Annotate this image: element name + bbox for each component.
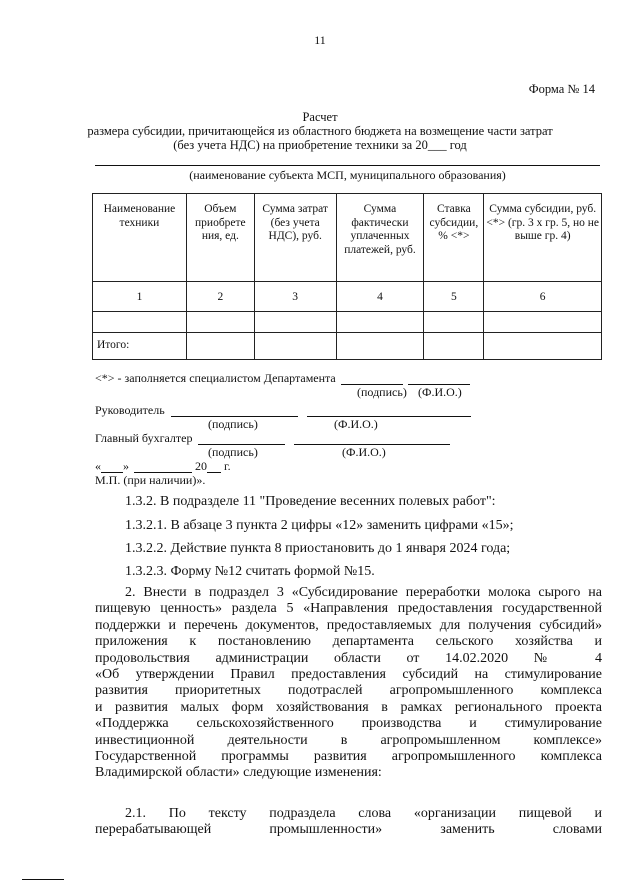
head-label: Руководитель [95, 403, 165, 417]
year-blank [207, 472, 221, 473]
footnote-line [95, 372, 470, 385]
table-cell [93, 312, 187, 333]
table-number-row [93, 282, 602, 312]
paragraph-1-3-2: 1.3.2. В подразделе 11 "Проведение весенних полевых работ": [125, 494, 496, 509]
accountant-signature-line [95, 432, 450, 445]
paragraph-1-3-2-3: 1.3.2.3. Форму №12 считать формой №15. [125, 564, 375, 579]
paragraph-2 [95, 585, 602, 782]
page-number: 11 [314, 33, 326, 47]
text-line: «Об утверждении Правил предоставления субсидий на стимулирование [95, 667, 602, 683]
text-line: и развития малых форм хозяйствования в рамках регионального проекта [95, 699, 602, 715]
paragraph-2-1 [95, 806, 602, 839]
header-cell: Сумма фактически уплаченных платежей, руб. [336, 194, 424, 282]
sign-caption: (подпись) [357, 385, 407, 399]
text-line: 2. Внести в подраздел 3 «Субсидирование переработки молока сырого на [125, 585, 602, 600]
fio-blank [307, 416, 471, 417]
fio-caption: (Ф.И.О.) [342, 445, 386, 459]
subject-name-line [95, 165, 600, 166]
subject-caption: (наименование субъекта МСП, муниципального образования) [189, 168, 506, 182]
stamp-line: М.П. (при наличии)». [95, 473, 206, 487]
table-cell [424, 312, 484, 333]
footnote-separator [22, 879, 64, 880]
column-number: 5 [424, 282, 484, 312]
table-cell [254, 333, 336, 360]
text-line: поддержки и перечень документов, предоставляемых для получения субсидий» [95, 617, 602, 633]
title-line-2: размера субсидии, причитающейся из областного бюджета на возмещение части затрат [87, 124, 553, 138]
column-number: 1 [93, 282, 187, 312]
header-cell: Ставка субсидии, % <*> [424, 194, 484, 282]
text-line: пищевую ценность» раздела 5 «Направления предоставления государственной [95, 601, 602, 617]
form-number: Форма № 14 [528, 82, 595, 96]
title-line-1: Расчет [302, 110, 338, 124]
date-close-quote: » [123, 459, 129, 473]
table-cell [484, 333, 602, 360]
fio-caption: (Ф.И.О.) [418, 385, 462, 399]
title-line-3: (без учета НДС) на приобретение техники за 20___ год [173, 138, 467, 152]
column-number: 2 [186, 282, 254, 312]
text-line: Государственной программы развития агропромышленного комплекса [95, 749, 602, 765]
header-cell: Объем приобрете ния, ед. [186, 194, 254, 282]
sign-caption: (подпись) [208, 417, 258, 431]
table-row [93, 312, 602, 333]
column-number: 6 [484, 282, 602, 312]
fio-caption: (Ф.И.О.) [334, 417, 378, 431]
document-title [0, 110, 640, 152]
sign-caption: (подпись) [208, 445, 258, 459]
header-cell: Сумма затрат (без учета НДС), руб. [254, 194, 336, 282]
head-signature-line [95, 404, 471, 417]
column-number: 4 [336, 282, 424, 312]
chief-accountant-label: Главный бухгалтер [95, 431, 193, 445]
text-line: инвестиционной деятельности в агропромышленном комплексе» [95, 732, 602, 748]
text-line: перерабатывающей промышленности» заменить словами [95, 822, 602, 838]
column-number: 3 [254, 282, 336, 312]
table-cell [336, 333, 424, 360]
table-cell [424, 333, 484, 360]
text-line: приложения к постановлению департамента сельского хозяйства и [95, 634, 602, 650]
subsidy-table [92, 193, 602, 360]
text-line: продовольствия администрации области от 14.02.2020 № 4 [95, 650, 602, 666]
table-cell [186, 312, 254, 333]
text-line: «Поддержка сельскохозяйственного производства и стимулирование [95, 716, 602, 732]
date-open-quote: « [95, 459, 101, 473]
text-line: развития приоритетных подотраслей агропромышленного комплекса [95, 683, 602, 699]
total-label: Итого: [93, 333, 187, 360]
table-cell [484, 312, 602, 333]
date-year-prefix: 20 [195, 459, 207, 473]
table-cell [254, 312, 336, 333]
date-line [95, 460, 231, 473]
header-cell: Сумма субсидии, руб. <*> (гр. 3 х гр. 5, но не выше гр. 4) [484, 194, 602, 282]
table-total-row [93, 333, 602, 360]
footnote-text: <*> - заполняется специалистом Департамента [95, 371, 336, 385]
paragraph-1-3-2-1: 1.3.2.1. В абзаце 3 пункта 2 цифры «12» заменить цифрами «15»; [125, 518, 514, 533]
table-cell [336, 312, 424, 333]
text-line: 2.1. По тексту подраздела слова «организации пищевой и [125, 806, 602, 821]
table-header-row [93, 194, 602, 282]
header-cell: Наименование техники [93, 194, 187, 282]
text-line: Владимирской области» следующие изменения: [95, 765, 382, 781]
date-year-suffix: г. [224, 459, 231, 473]
paragraph-1-3-2-2: 1.3.2.2. Действие пункта 8 приостановить до 1 января 2024 года; [125, 541, 511, 556]
table-cell [186, 333, 254, 360]
